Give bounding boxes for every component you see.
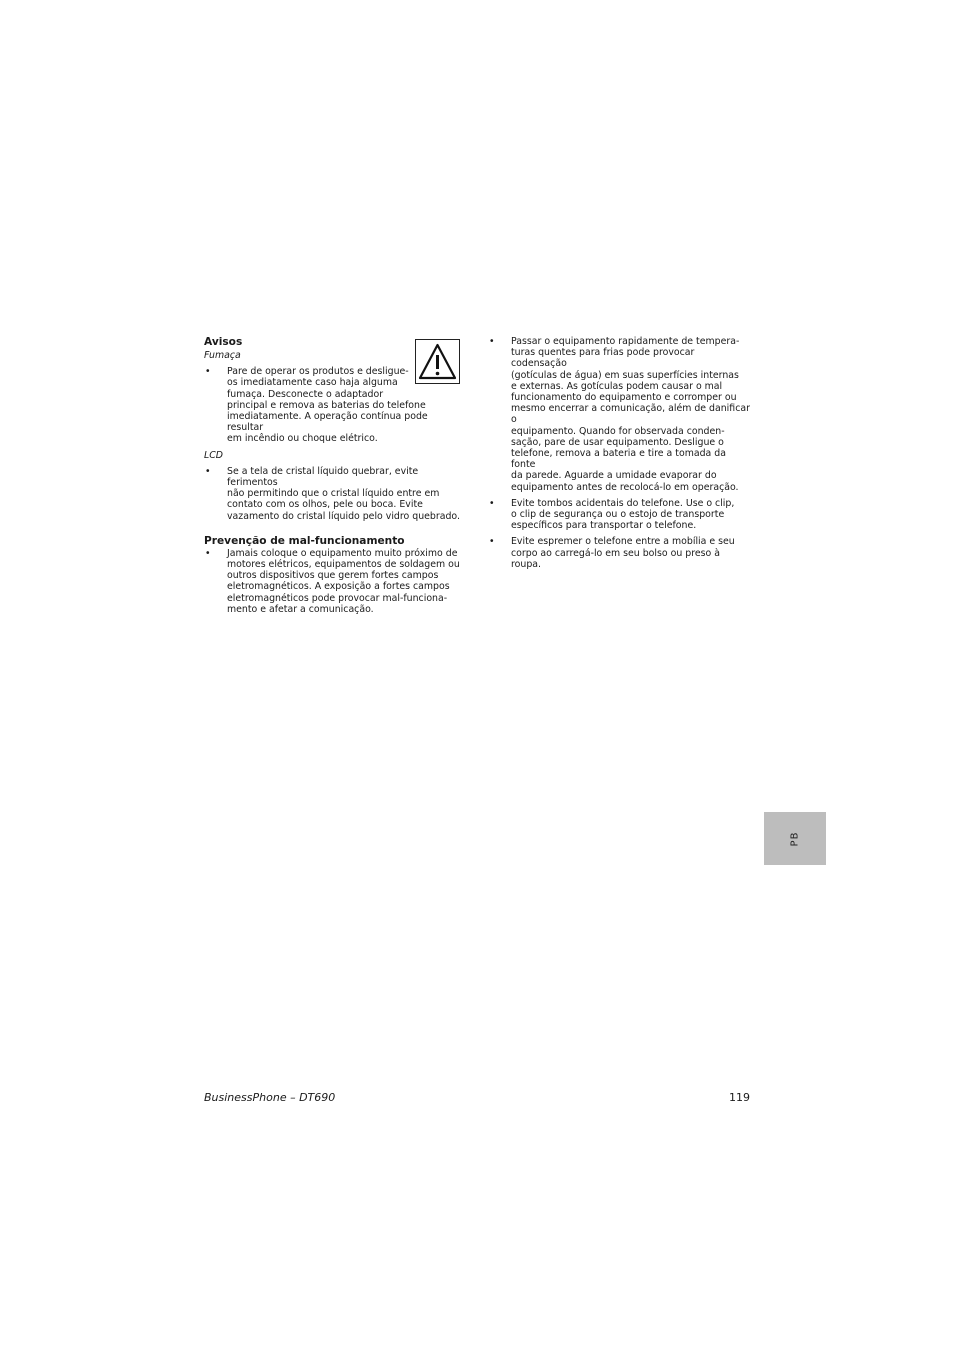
malfunction-heading: Prevenção de mal-funcionamento: [204, 534, 405, 547]
footer-title: BusinessPhone – DT690: [204, 1091, 336, 1104]
lcd-bullet: [204, 466, 466, 522]
squeeze-bullet: [488, 536, 752, 570]
language-tab-label: PB: [789, 831, 801, 846]
bullet-marker: •: [205, 366, 211, 378]
lcd-subheading: LCD: [204, 449, 223, 461]
right-column: [488, 336, 752, 575]
bullet-marker: •: [489, 536, 495, 548]
lcd-bullet-text: Se a tela de cristal líquido quebrar, evite ferimentos não permitindo que o cristal líquido entre em contato com os olhos, pele ou boca. Evite vazamento do cristal líquido pelo vidro quebrado.: [227, 465, 460, 522]
warnings-heading: Avisos: [204, 336, 243, 348]
bullet-marker: •: [489, 336, 495, 347]
malfunction-bullet-text: Jamais coloque o equipamento muito próximo de motores elétricos, equipamentos de soldagem ou outros dispositivos que gerem fortes campos eletromagnéticos. A exposição a fortes campos eletromagnéticos pode provocar mal-funciona- mento e afetar a comunicação.: [227, 547, 460, 615]
smoke-bullet-text: Pare de operar os produtos e desligue- os imediatamente caso haja alguma fumaça. Desconecte o adaptador principal e remova as baterias do telefone imediatamente. A operação contínua pode resultar em incêndio ou choque elétrico.: [227, 366, 428, 445]
drop-bullet-text: Evite tombos acidentais do telefone. Use o clip, o clip de segurança ou o estojo de transporte específicos para transportar o telefone.: [511, 497, 735, 532]
bullet-marker: •: [205, 547, 211, 559]
language-tab: [764, 812, 826, 865]
drop-bullet: [488, 498, 752, 532]
bullet-marker: •: [489, 497, 495, 509]
warning-triangle-icon: [415, 339, 460, 384]
condensation-bullet: [488, 336, 752, 493]
smoke-subheading: Fumaça: [204, 350, 241, 361]
bullet-marker: •: [205, 465, 211, 477]
malfunction-bullet: [204, 548, 466, 615]
squeeze-bullet-text: Evite espremer o telefone entre a mobília e seu corpo ao carregá-lo em seu bolso ou preso à roupa.: [511, 536, 735, 570]
page-number: 119: [729, 1091, 750, 1104]
condensation-bullet-text: Passar o equipamento rapidamente de tempera- turas quentes para frias pode provocar codensação (gotículas de água) em suas superfícies internas e externas. As gotículas podem causar o mal funcionamento do equipamento e corromper ou mesmo encerrar a comunicação, além de danificar o equipamento. Quando for observada conden- sação, pare de usar equipamento. Desligue o telefone, remova a bateria e tire a tomada da fonte da parede. Aguarde a umidade evaporar do equipamento antes de recolocá-lo em operação.: [511, 336, 750, 493]
